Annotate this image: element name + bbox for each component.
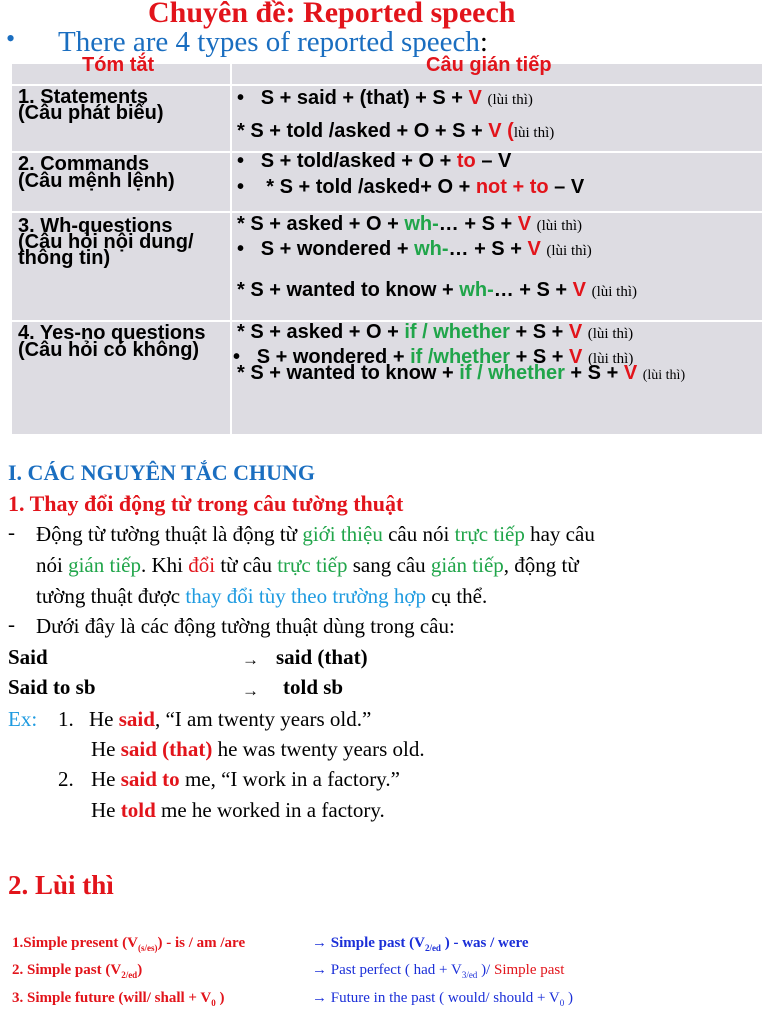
formula-text: + S + <box>564 362 624 384</box>
highlight: trực tiếp <box>454 522 525 546</box>
example-1-direct <box>89 707 371 732</box>
said-that-label: said (that) <box>276 645 368 669</box>
row-statements-title: 1. Statements <box>18 86 149 108</box>
bullet-icon: • <box>237 150 245 172</box>
highlight: said to <box>120 767 180 791</box>
formula-note: lùi thì) <box>513 125 555 141</box>
formula-yesno-3 <box>237 362 685 385</box>
highlight: gián tiếp <box>68 553 141 577</box>
text: , động từ <box>503 553 579 577</box>
tense-row-1-left <box>12 935 245 953</box>
formula-command-1 <box>237 150 511 173</box>
intro-text: There are 4 types of reported speech <box>58 26 480 58</box>
text: Động từ tường thuật là động từ <box>36 522 303 546</box>
formula-wh-1 <box>237 213 582 236</box>
formula-text: S + wondered + <box>260 238 415 260</box>
formula-text: S + told /asked + O + S + <box>250 120 489 142</box>
formula-wh-2 <box>237 238 592 261</box>
example-2-reported <box>91 798 385 823</box>
formula-text: … + S + <box>493 279 573 301</box>
formula-verb: V <box>569 346 583 368</box>
star-icon: * <box>237 213 245 235</box>
formula-text: + S + <box>510 346 570 368</box>
text: 3. Simple future (will/ shall + V <box>12 990 212 1006</box>
section-subheading: 1. Thay đổi động từ trong câu tường thuật <box>8 491 404 516</box>
highlight: trực tiếp <box>277 553 348 577</box>
row-wh-subtitle-2: thông tin) <box>18 247 111 269</box>
formula-keyword: if /whether <box>410 346 511 368</box>
example-1-reported <box>91 737 425 762</box>
text: he was twenty years old. <box>212 737 425 761</box>
row-statements-subtitle: (Câu phát biểu) <box>18 102 164 124</box>
page-title: Chuyên đề: Reported speech <box>148 0 516 29</box>
star-icon: * <box>266 176 275 198</box>
formula-verb: V <box>527 238 541 260</box>
text: ) <box>215 990 225 1006</box>
text: ) - was / were <box>440 935 529 951</box>
row-yesno-title: 4. Yes-no questions <box>18 322 206 344</box>
formula-keyword: to <box>456 150 476 172</box>
formula-text: S + wondered + <box>256 346 411 368</box>
star-icon: * <box>237 279 245 301</box>
formula-wh-3 <box>237 279 637 302</box>
subscript: 3/ed <box>461 970 478 980</box>
formula-note: (lùi thì) <box>487 92 533 108</box>
formula-note: (lùi thì) <box>642 368 686 383</box>
text: câu nói <box>382 522 455 546</box>
tense-row-2-right <box>312 962 564 980</box>
formula-note: (lùi thì) <box>591 284 637 300</box>
formula-text: S + wanted to know + <box>250 362 460 384</box>
subscript: 2/ed <box>424 943 441 953</box>
table-column-divider <box>230 64 232 434</box>
arrow-icon: → <box>242 681 259 700</box>
text: 2. Simple past (V <box>12 962 122 978</box>
star-icon: * <box>237 362 245 384</box>
formula-verb: V <box>568 321 583 343</box>
example-2-number: 2. <box>58 767 74 791</box>
formula-note: (lùi thì) <box>587 351 634 367</box>
section2-heading: 2. Lùi thì <box>8 870 114 900</box>
example-2-direct <box>91 767 400 792</box>
formula-command-2 <box>237 176 584 199</box>
text: He <box>91 798 121 822</box>
dash-icon: - <box>8 612 15 636</box>
text: He <box>91 767 121 791</box>
text: → Simple past (V <box>312 935 425 951</box>
tense-row-2-left <box>12 962 142 980</box>
formula-text: S + wanted to know + <box>250 279 460 301</box>
formula-keyword: if / whether <box>404 321 510 343</box>
told-sb-label: told sb <box>283 675 344 699</box>
highlight: told <box>120 798 156 822</box>
subscript: 0 <box>211 998 216 1008</box>
paragraph-line-1 <box>36 522 595 547</box>
row-wh-subtitle: (Câu hỏi nội dung/ <box>18 231 194 253</box>
example-label: Ex: <box>8 707 38 731</box>
bullet-icon: • <box>237 176 245 198</box>
subscript: 0 <box>559 998 565 1008</box>
subscript: 2/ed <box>121 970 138 980</box>
bullet-icon: • <box>237 238 245 260</box>
formula-keyword: wh- <box>404 213 439 235</box>
formula-text: … + S + <box>448 238 528 260</box>
bullet-icon: • <box>237 87 245 109</box>
text: ) <box>137 962 143 978</box>
text: nói <box>36 553 69 577</box>
formula-verb: V ( <box>488 120 514 142</box>
table-header-right: Câu gián tiếp <box>426 54 552 76</box>
formula-text: – V <box>475 150 512 172</box>
formula-verb: V <box>623 362 638 384</box>
text: tường thuật được <box>36 584 186 608</box>
highlight: said (that) <box>120 737 213 761</box>
formula-text: S + told/asked + O + <box>260 150 457 172</box>
bullet-icon: • <box>6 24 16 53</box>
formula-verb: V <box>572 279 587 301</box>
text: 1.Simple present (V <box>12 935 138 951</box>
paragraph-line-2 <box>36 553 579 578</box>
formula-keyword: wh- <box>459 279 494 301</box>
text: . Khi <box>141 553 189 577</box>
row-commands-title: 2. Commands <box>18 153 150 175</box>
text: hay câu <box>524 522 595 546</box>
formula-text: S + asked + O + <box>250 321 405 343</box>
formula-keyword: not + to <box>475 176 549 198</box>
formula-verb: V <box>468 87 482 109</box>
text: me, “I work in a factory.” <box>179 767 400 791</box>
highlight: gián tiếp <box>430 553 504 577</box>
tense-row-3-right <box>312 990 573 1008</box>
formula-text: … + S + <box>438 213 518 235</box>
highlight: said <box>118 707 155 731</box>
text: → Past perfect ( had + V <box>312 962 462 978</box>
text: ) - is / am /are <box>157 935 246 951</box>
paragraph-line-4: Dưới đây là các động tường thuật dùng trong câu: <box>36 614 455 638</box>
arrow-icon: → <box>242 650 259 669</box>
highlight: đổi <box>188 553 216 577</box>
text: , “I am twenty years old.” <box>154 707 372 731</box>
row-yesno-subtitle: (Câu hỏi có không) <box>18 339 200 361</box>
formula-statement-2 <box>237 120 554 143</box>
formula-text: – V <box>548 176 585 198</box>
paragraph-line-3 <box>36 584 487 609</box>
text: → Future in the past ( would/ should + V <box>312 990 560 1006</box>
tense-row-3-left <box>12 990 225 1008</box>
formula-verb: V <box>517 213 532 235</box>
text: Simple past <box>493 962 565 978</box>
formula-text: S + said + (that) + S + <box>260 87 469 109</box>
star-icon: * <box>237 321 245 343</box>
text: He <box>91 737 121 761</box>
formula-text: S + told /asked+ O + <box>279 176 476 198</box>
formula-note: (lùi thì) <box>587 326 634 342</box>
text: cụ thể. <box>426 584 488 608</box>
text: từ câu <box>215 553 278 577</box>
text: me he worked in a factory. <box>155 798 385 822</box>
bullet-icon: • <box>233 346 241 368</box>
example-1-number: 1. <box>58 707 74 731</box>
said-label: Said <box>8 645 48 669</box>
said-to-label: Said to sb <box>8 675 96 699</box>
formula-statement-1 <box>237 87 533 110</box>
star-icon: * <box>237 120 245 142</box>
formula-text: S + asked + O + <box>250 213 405 235</box>
table-header-left: Tóm tắt <box>82 54 155 76</box>
formula-text: + S + <box>509 321 569 343</box>
text: ) <box>564 990 574 1006</box>
text: He <box>89 707 119 731</box>
formula-yesno-1 <box>237 321 633 344</box>
dash-icon: - <box>8 520 15 544</box>
tense-row-1-right <box>312 935 529 953</box>
highlight: thay đổi tùy theo trường hợp <box>185 584 427 608</box>
section-heading: I. CÁC NGUYÊN TẮC CHUNG <box>8 460 316 485</box>
text: sang câu <box>347 553 431 577</box>
formula-note: (lùi thì) <box>536 218 583 234</box>
highlight: giới thiệu <box>302 522 383 546</box>
row-commands-subtitle: (Câu mệnh lệnh) <box>18 170 175 192</box>
text: )/ <box>477 962 494 978</box>
formula-note: (lùi thì) <box>546 243 592 259</box>
formula-keyword: wh- <box>414 238 449 260</box>
formula-keyword: if / whether <box>459 362 565 384</box>
row-wh-title: 3. Wh-questions <box>18 215 173 237</box>
intro-colon: : <box>479 26 488 58</box>
subscript: (s/es) <box>137 943 158 953</box>
